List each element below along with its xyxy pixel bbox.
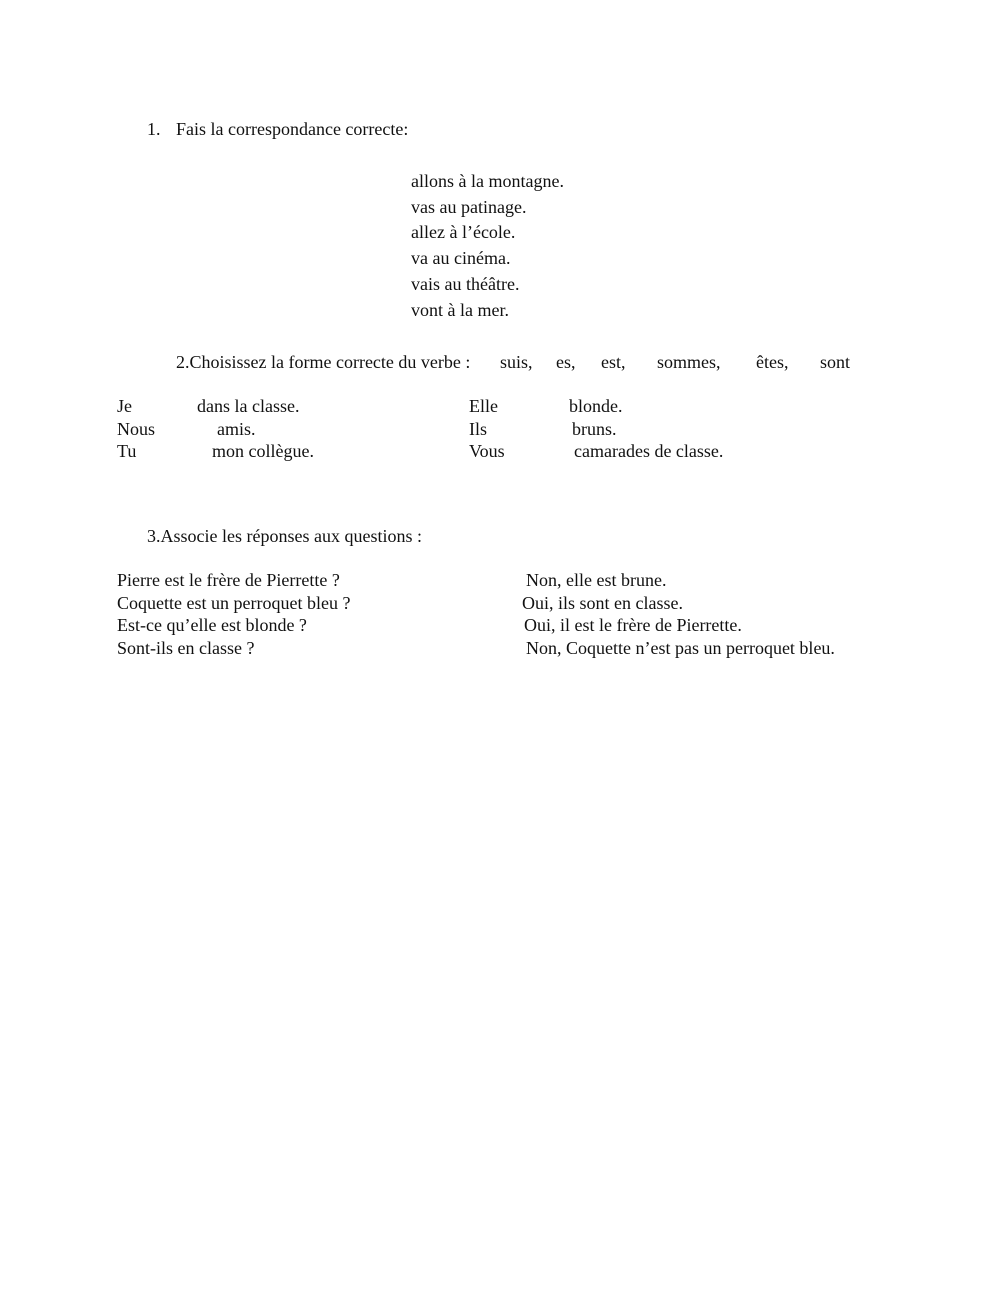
verb-option: sont	[820, 352, 851, 372]
exercise1-item: vont à la mer.	[411, 300, 509, 320]
exercise2-pronoun: Vous	[469, 441, 505, 461]
exercise2-phrase: blonde.	[569, 396, 623, 416]
exercise2-phrase: camarades de classe.	[574, 441, 724, 461]
exercise3-answer: Non, elle est brune.	[526, 570, 667, 590]
exercise2-instruction: 2.Choisissez la forme correcte du verbe :	[176, 352, 471, 372]
verb-option: suis,	[500, 352, 533, 372]
exercise1-item: allez à l’école.	[411, 222, 516, 242]
exercise3-instruction: 3.Associe les réponses aux questions :	[147, 526, 422, 546]
exercise3-question: Pierre est le frère de Pierrette ?	[117, 570, 340, 590]
exercise2-pronoun: Je	[117, 396, 132, 416]
exercise1-item: vais au théâtre.	[411, 274, 520, 294]
exercise2-pronoun: Ils	[469, 419, 487, 439]
exercise1-item: allons à la montagne.	[411, 171, 564, 191]
verb-option: est,	[601, 352, 626, 372]
exercise2-pronoun: Tu	[117, 441, 137, 461]
verb-option: sommes,	[657, 352, 721, 372]
exercise1-number: 1.	[147, 119, 161, 139]
exercise3-question: Coquette est un perroquet bleu ?	[117, 593, 351, 613]
verb-option: es,	[556, 352, 576, 372]
exercise2-pronoun: Elle	[469, 396, 498, 416]
exercise2-pronoun: Nous	[117, 419, 156, 439]
exercise1-item: va au cinéma.	[411, 248, 511, 268]
exercise1-item: vas au patinage.	[411, 197, 527, 217]
exercise2-phrase: bruns.	[572, 419, 617, 439]
exercise3-question: Sont-ils en classe ?	[117, 638, 255, 658]
exercise2-phrase: amis.	[217, 419, 256, 439]
exercise2-phrase: mon collègue.	[212, 441, 314, 461]
exercise3-answer: Oui, ils sont en classe.	[522, 593, 683, 613]
exercise3-answer: Non, Coquette n’est pas un perroquet bleu.	[526, 638, 835, 658]
exercise3-question: Est-ce qu’elle est blonde ?	[117, 615, 307, 635]
exercise2-phrase: dans la classe.	[197, 396, 300, 416]
verb-option: êtes,	[756, 352, 789, 372]
exercise1-instruction: Fais la correspondance correcte:	[176, 119, 409, 139]
exercise3-answer: Oui, il est le frère de Pierrette.	[524, 615, 742, 635]
